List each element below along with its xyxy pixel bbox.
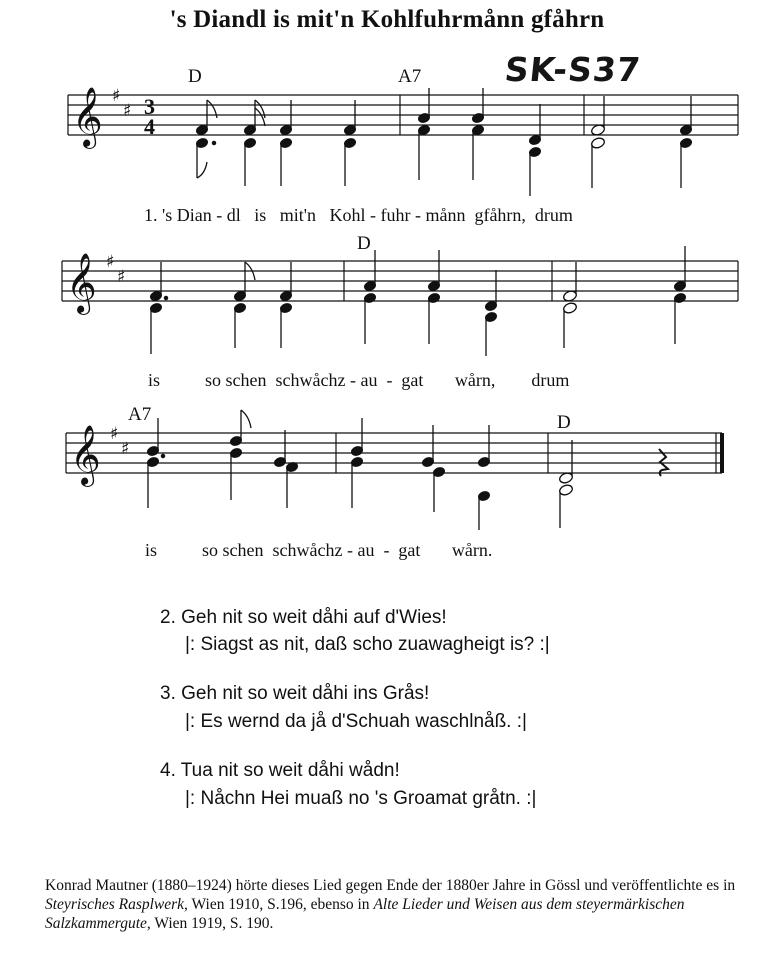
treble-clef-icon: 𝄞 (70, 425, 101, 485)
music-staff-1 (0, 80, 774, 210)
svg-text:♯: ♯ (112, 86, 121, 106)
chord-symbol: D (357, 233, 371, 254)
time-signature-top: 3 (144, 94, 155, 119)
verse-3-line: 3. Geh nit so weit dåhi ins Grås! (160, 683, 430, 704)
music-staff-3 (0, 418, 774, 548)
chord-symbol: A7 (128, 404, 152, 425)
chord-symbol: D (188, 66, 202, 87)
source-footnote (45, 876, 745, 933)
svg-text:♯: ♯ (110, 424, 119, 444)
song-title: 's Diandl is mit'n Kohlfuhrmånn gfåhrn (169, 6, 605, 33)
svg-text:♯: ♯ (123, 101, 132, 121)
footnote-text: , Wien 1919, S. 190. (146, 915, 274, 932)
verse-2-refrain: |: Siagst as nit, daß scho zuawagheigt is? :| (185, 634, 550, 655)
verse-4-line: 4. Tua nit so weit dåhi wådn! (160, 760, 400, 781)
treble-clef-icon: 𝄞 (72, 87, 103, 147)
footnote-text: Konrad Mautner (1880–1924) hörte dieses Lied gegen Ende der 1880er Jahre in Gössl und veröffentlichte es in (45, 877, 736, 894)
music-staff-2 (0, 246, 774, 376)
verse-4-refrain: |: Nåchn Hei muaß no 's Groamat gråtn. :| (185, 788, 537, 809)
footnote-text: , Wien 1910, S.196, ebenso in (184, 896, 374, 913)
book-title: Steyrisches Rasplwerk (45, 896, 185, 913)
svg-text:♯: ♯ (117, 267, 126, 287)
chord-symbol: A7 (398, 66, 422, 87)
treble-clef-icon: 𝄞 (66, 253, 97, 313)
lyrics-line-1: 1. 's Dian - dl is mit'n Kohl - fuhr - månn gfåhrn, drum (144, 205, 573, 225)
svg-text:♯: ♯ (106, 252, 115, 272)
verse-3-refrain: |: Es wernd da jå d'Schuah waschlnåß. :| (185, 711, 527, 732)
lyrics-line-2: is so schen schwåchz - au - gat wårn, drum (148, 370, 570, 390)
book-title: Alte Lieder und Weisen aus dem steyermärkischen Salzkammergute (45, 896, 685, 932)
chord-symbol: D (557, 412, 571, 433)
time-signature-bottom: 4 (144, 114, 155, 139)
lyrics-line-3: is so schen schwåchz - au - gat wårn. (145, 540, 493, 560)
archive-stamp: SK-S37 (502, 50, 643, 89)
svg-text:♯: ♯ (121, 439, 130, 459)
verse-2-line: 2. Geh nit so weit dåhi auf d'Wies! (160, 607, 447, 628)
